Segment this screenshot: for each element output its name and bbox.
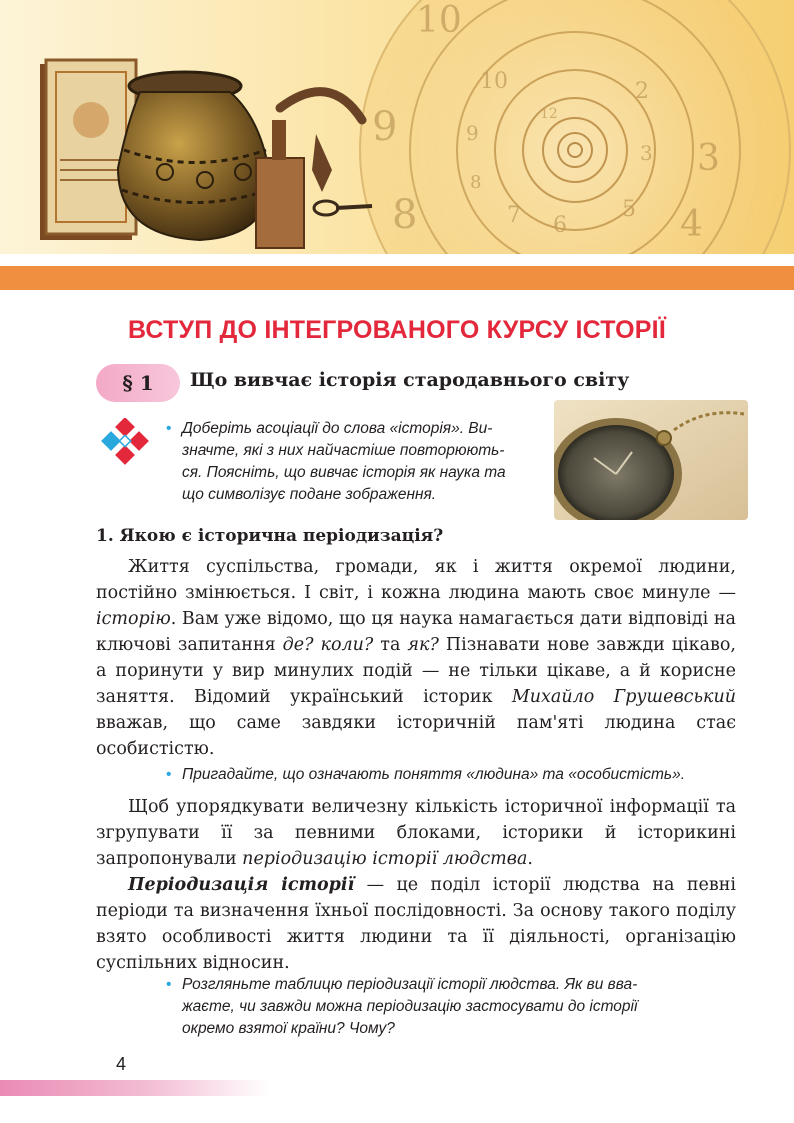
diamond-puzzle-icon <box>98 418 156 466</box>
bullet-icon: • <box>166 766 172 783</box>
svg-text:9: 9 <box>466 121 479 145</box>
paragraph-2: Щоб упорядкувати величезну кількість історичної інформації та згрупувати її за певними блоками, історики й історикині запропонували періодизацію історії людства. <box>96 797 736 869</box>
chapter-title: ВСТУП ДО ІНТЕГРОВАНОГО КУРСУ ІСТОРІЇ <box>128 316 666 344</box>
table-task-line: Розгляньте таблицю періодизації історії людства. Як ви вва- <box>182 976 638 993</box>
table-task-line: жаєте, чи завжди можна періодизацію застосувати до історії <box>182 998 638 1015</box>
intro-task <box>166 418 542 506</box>
bullet-icon: • <box>166 420 172 437</box>
orange-divider-bar <box>0 266 794 290</box>
svg-text:12: 12 <box>540 106 558 122</box>
footer-pink-strip <box>0 1080 270 1096</box>
pocket-watch-photo <box>554 400 748 520</box>
svg-text:5: 5 <box>622 197 636 222</box>
paragraph-title: Що вивчає історія стародавнього світу <box>190 369 630 391</box>
svg-text:2: 2 <box>635 79 649 104</box>
term-periodization: Періодизація історії <box>128 875 355 895</box>
section-heading: 1. Якою є історична періодизація? <box>96 526 444 546</box>
svg-text:9: 9 <box>372 104 398 150</box>
ancient-pot-icon <box>118 72 270 240</box>
svg-text:8: 8 <box>392 192 418 238</box>
intro-task-line: значте, які з них найчастіше повторюють- <box>182 442 505 459</box>
svg-text:10: 10 <box>480 69 508 94</box>
intro-task-line: ся. Поясніть, що вивчає історія як наука та <box>182 464 506 481</box>
recall-task: • Пригадайте, що означають поняття «людина» та «особистість». <box>182 764 742 786</box>
svg-text:4: 4 <box>680 204 703 245</box>
paragraph-1: Життя суспільства, громади, як і життя окремої людини, постійно змінюється. І світ, і кожна людина мають своє минуле — історію. Вам уже відомо, що ця наука намагається дати відповіді на ключові запитання де? коли? та як? Пізнавати нове завжди цікаво, а поринути у вир минулих подій — не тільки цікаве, а й корисне заняття. Відомий український історик Михайло Грушевський вважав, що саме завдяки історичній пам'яті людина стає особистістю. <box>96 557 737 759</box>
svg-text:3: 3 <box>697 138 720 179</box>
banner-illustration <box>0 0 794 254</box>
intro-task-line: Доберіть асоціації до слова «історія». Ви- <box>182 420 493 437</box>
page-number: 4 <box>116 1054 127 1074</box>
paragraph-number-badge: § 1 <box>96 364 180 402</box>
bullet-icon: • <box>166 976 172 993</box>
table-task <box>166 974 742 1040</box>
paragraph-3: Періодизація історії — це поділ історії людства на певні періоди та визначення їхньої послідовності. За основу такого поділу взято особливості життя людини та її діяльності, організацію суспільних відносин. <box>96 875 736 973</box>
svg-text:8: 8 <box>470 172 482 193</box>
svg-text:7: 7 <box>507 203 521 228</box>
iron-tools-icon <box>256 92 372 248</box>
spiral-clock-icon <box>360 0 790 254</box>
table-task-line: окремо взятої країни? Чому? <box>182 1020 395 1037</box>
svg-text:6: 6 <box>553 213 567 238</box>
header-banner <box>0 0 794 254</box>
intro-task-line: що символізує подане зображення. <box>182 486 437 503</box>
svg-text:10: 10 <box>416 0 462 41</box>
svg-text:3: 3 <box>640 141 653 165</box>
